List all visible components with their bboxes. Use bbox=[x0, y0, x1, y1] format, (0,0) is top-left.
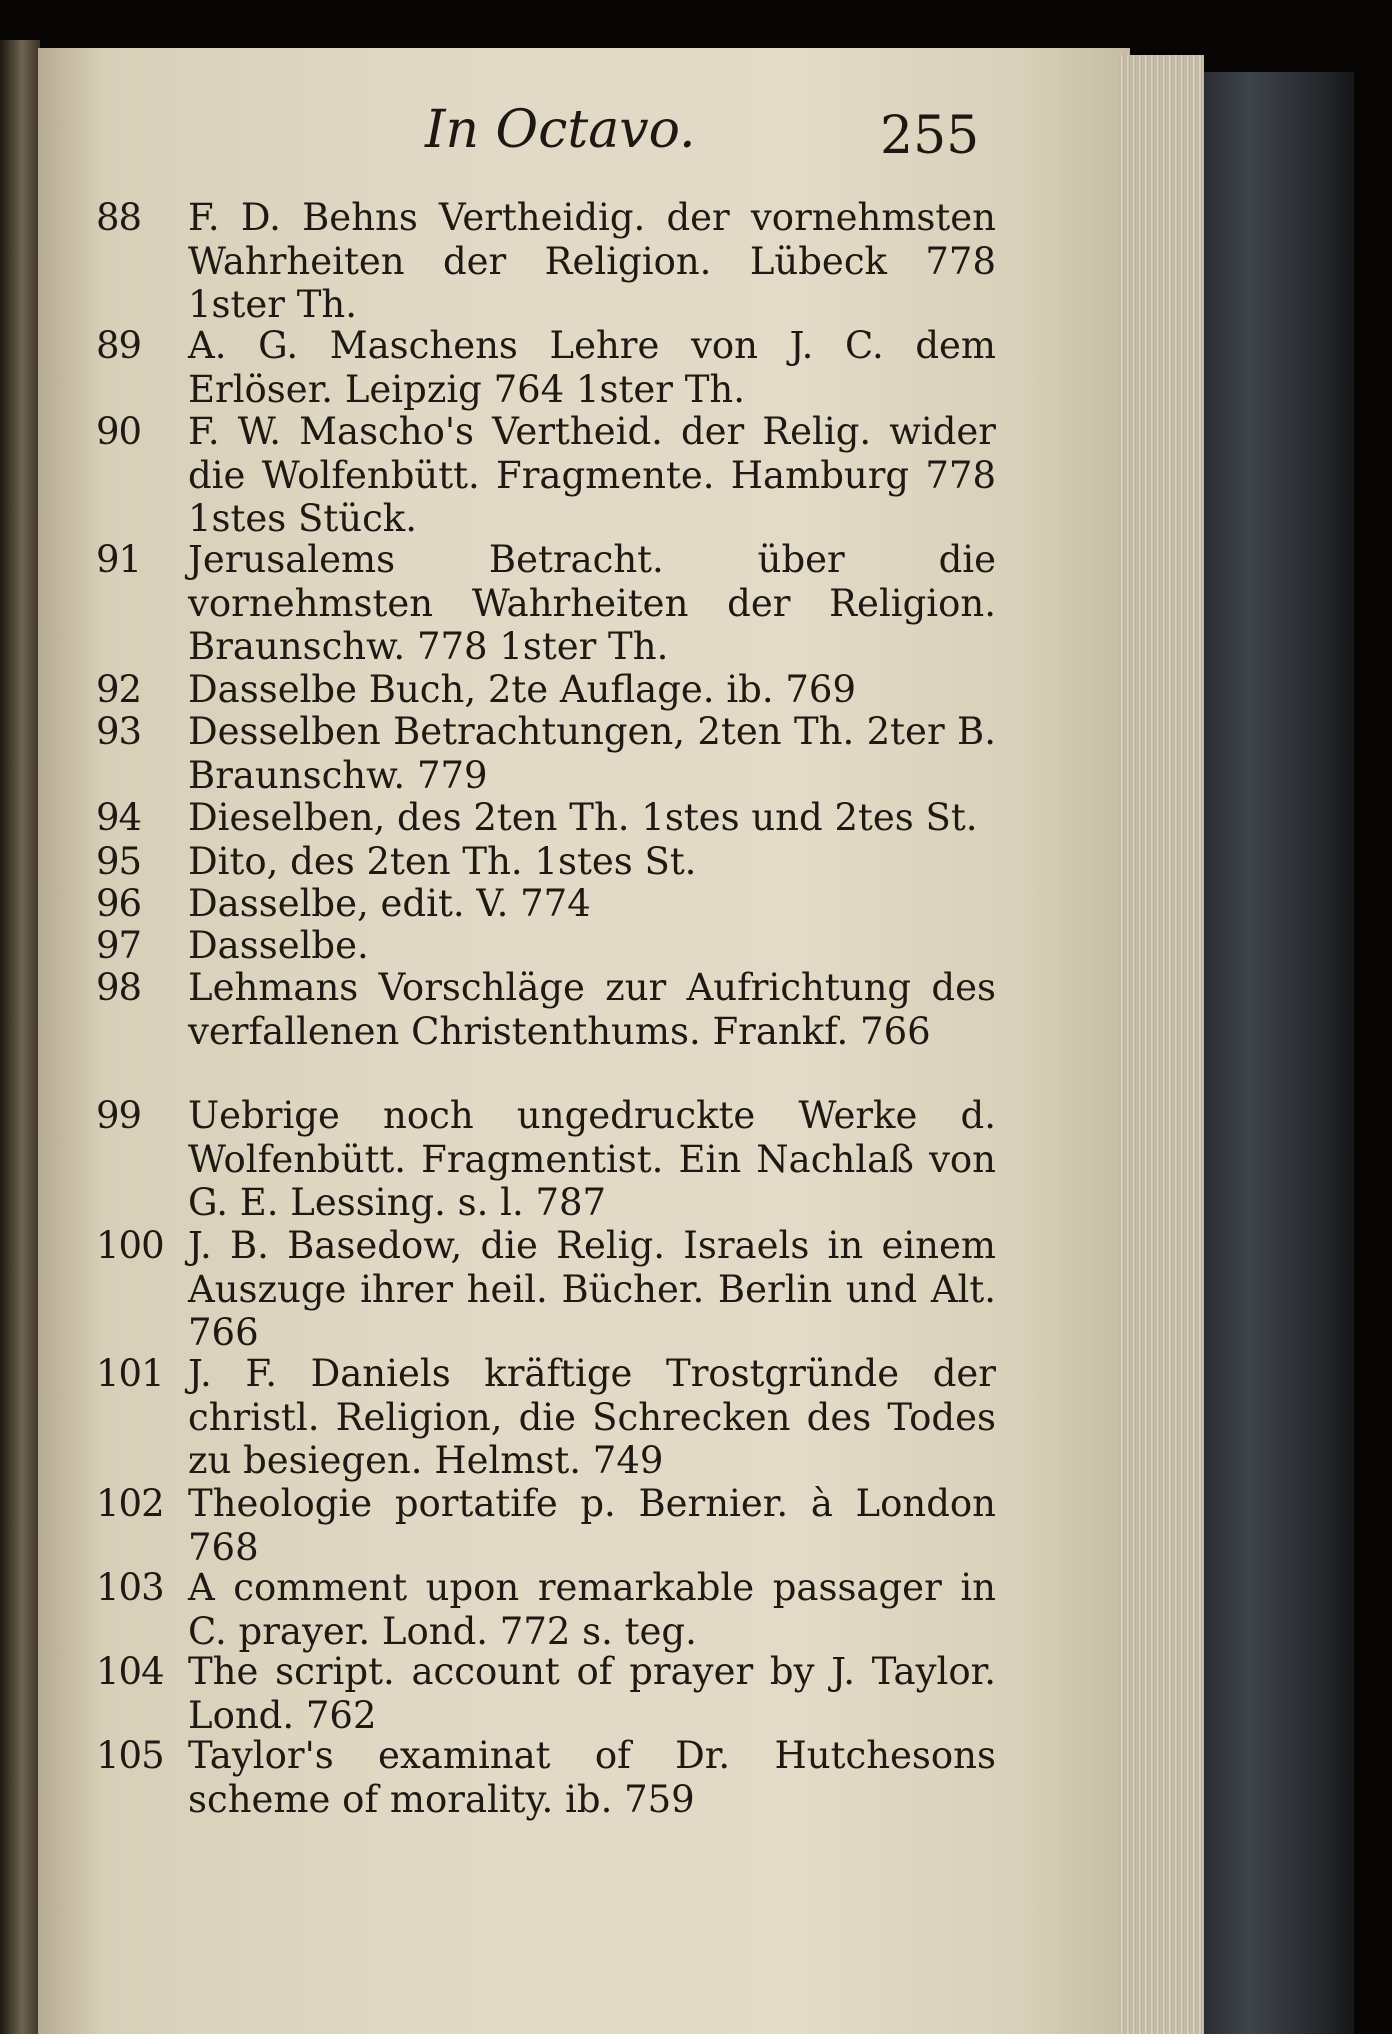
entry-text: Dasselbe. bbox=[188, 924, 369, 967]
entry-text: Dito, des 2ten Th. 1stes St. bbox=[188, 840, 697, 883]
catalogue-entry bbox=[96, 410, 996, 541]
entry-number: 89 bbox=[96, 324, 142, 367]
catalogue-entry bbox=[96, 924, 996, 968]
entry-number: 94 bbox=[96, 796, 142, 839]
catalogue-entry bbox=[96, 668, 996, 712]
entry-number: 99 bbox=[96, 1094, 142, 1137]
page-edges bbox=[1118, 55, 1204, 2034]
entry-number: 92 bbox=[96, 668, 142, 711]
entry-number: 88 bbox=[96, 196, 142, 239]
entry-text: Dasselbe, edit. V. 774 bbox=[188, 882, 591, 925]
entry-number: 95 bbox=[96, 840, 142, 883]
entry-number: 100 bbox=[96, 1224, 164, 1267]
entry-number: 90 bbox=[96, 410, 142, 453]
entry-text: Uebrige noch ungedruckte Werke d. Wolfenbütt. Fragmentist. Ein Nachlaß von G. E. Lessing. s. l. 787 bbox=[188, 1094, 996, 1224]
entry-text: The script. account of prayer by J. Taylor. Lond. 762 bbox=[188, 1650, 996, 1737]
entry-text: Dasselbe Buch, 2te Auflage. ib. 769 bbox=[188, 668, 856, 711]
entry-text: Dieselben, des 2ten Th. 1stes und 2tes St. bbox=[188, 796, 978, 839]
page-number: 255 bbox=[880, 106, 980, 166]
back-cover bbox=[1204, 72, 1354, 2034]
entry-number: 103 bbox=[96, 1566, 164, 1609]
entry-text: J. B. Basedow, die Relig. Israels in einem Auszuge ihrer heil. Bücher. Berlin und Alt. 766 bbox=[188, 1224, 996, 1354]
catalogue-entry bbox=[96, 538, 996, 669]
catalogue-entry bbox=[96, 966, 996, 1053]
entry-text: A. G. Maschens Lehre von J. C. dem Erlöser. Leipzig 764 1ster Th. bbox=[188, 324, 996, 411]
entry-number: 97 bbox=[96, 924, 142, 967]
entry-text: A comment upon remarkable passager in C. prayer. Lond. 772 s. teg. bbox=[188, 1566, 996, 1653]
entry-number: 104 bbox=[96, 1650, 164, 1693]
catalogue-entry bbox=[96, 1482, 996, 1569]
catalogue-entry bbox=[96, 1094, 996, 1225]
catalogue-entry bbox=[96, 1224, 996, 1355]
catalogue-entry bbox=[96, 1650, 996, 1737]
catalogue-entry bbox=[96, 710, 996, 797]
left-page-edge bbox=[0, 40, 40, 2034]
entry-text: Taylor's examinat of Dr. Hutchesons scheme of morality. ib. 759 bbox=[188, 1734, 996, 1821]
catalogue-entry bbox=[96, 796, 996, 840]
entry-text: Lehmans Vorschläge zur Aufrichtung des verfallenen Christenthums. Frankf. 766 bbox=[188, 966, 996, 1053]
entry-text: F. D. Behns Vertheidig. der vornehmsten Wahrheiten der Religion. Lübeck 778 1ster Th. bbox=[188, 196, 996, 326]
entry-text: Jerusalems Betracht. über die vornehmsten Wahrheiten der Religion. Braunschw. 778 1ster Th. bbox=[188, 538, 996, 668]
entry-number: 91 bbox=[96, 538, 142, 581]
entry-number: 93 bbox=[96, 710, 142, 753]
catalogue-entry bbox=[96, 324, 996, 411]
entry-text: Desselben Betrachtungen, 2ten Th. 2ter B. Braunschw. 779 bbox=[188, 710, 996, 797]
running-head bbox=[0, 100, 1392, 180]
entry-number: 102 bbox=[96, 1482, 164, 1525]
entry-number: 105 bbox=[96, 1734, 164, 1777]
entry-text: F. W. Mascho's Vertheid. der Relig. wider die Wolfenbütt. Fragmente. Hamburg 778 1stes Stück. bbox=[188, 410, 996, 540]
catalogue-entry bbox=[96, 196, 996, 327]
entry-text: Theologie portatife p. Bernier. à London 768 bbox=[188, 1482, 996, 1569]
entry-number: 101 bbox=[96, 1352, 164, 1395]
entry-number: 98 bbox=[96, 966, 142, 1009]
catalogue-entry bbox=[96, 840, 996, 884]
entry-text: J. F. Daniels kräftige Trostgründe der christl. Religion, die Schrecken des Todes zu besiegen. Helmst. 749 bbox=[188, 1352, 996, 1482]
catalogue-entry bbox=[96, 1566, 996, 1653]
catalogue-entry bbox=[96, 1352, 996, 1483]
catalogue-entry bbox=[96, 1734, 996, 1821]
entry-number: 96 bbox=[96, 882, 142, 925]
head-title: In Octavo. bbox=[425, 100, 696, 160]
catalogue-entry bbox=[96, 882, 996, 926]
